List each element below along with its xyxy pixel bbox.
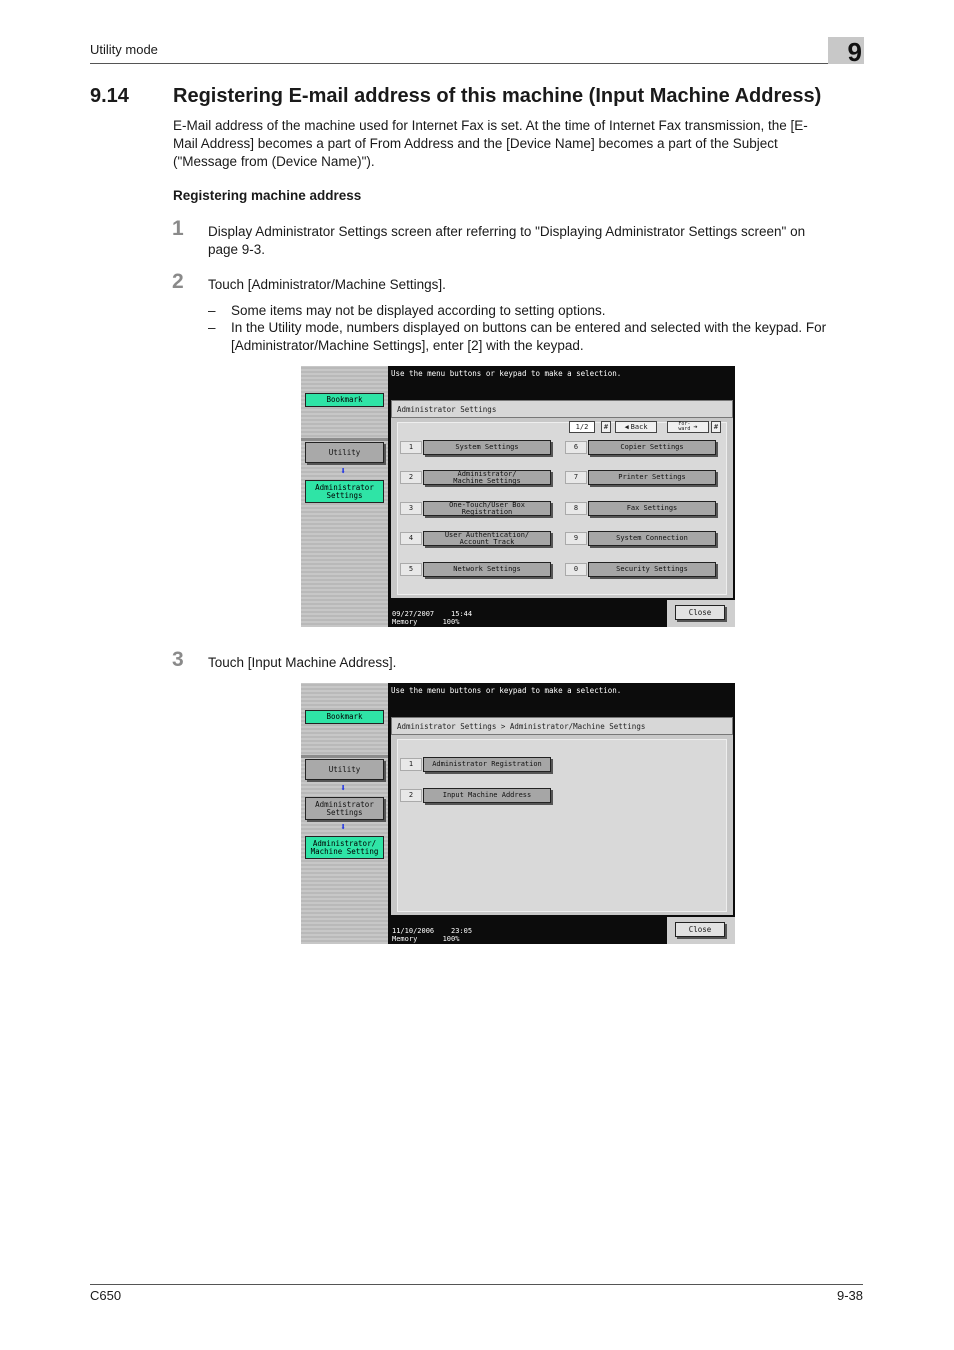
left-panel-divider <box>301 755 388 758</box>
footer-rule <box>90 1284 863 1285</box>
status-bar <box>391 600 671 627</box>
item-number: 6 <box>565 441 587 454</box>
step-line: Touch [Input Machine Address]. <box>208 655 397 670</box>
button-line: One-Touch/User Box <box>449 501 525 509</box>
footer-model: C650 <box>90 1288 122 1303</box>
item-number: 4 <box>400 532 422 545</box>
forward-label-line: ward <box>678 426 691 432</box>
subheading: Registering machine address <box>173 188 362 203</box>
button-line: User Authentication/ <box>444 531 530 539</box>
button-line: Administrator/ <box>457 470 517 478</box>
administrator-registration-button[interactable] <box>423 757 551 772</box>
button-label: Input Machine Address <box>442 791 532 800</box>
item-number: 5 <box>400 563 422 576</box>
button-label: System Settings <box>455 443 519 452</box>
left-panel-divider <box>301 438 388 441</box>
title-bar-text: Administrator Settings > Administrator/Machine Settings <box>397 722 646 731</box>
administrator-machine-setting-button[interactable] <box>305 836 384 859</box>
forward-arrow-icon: ➔ <box>693 423 698 431</box>
bullet-line: Some items may not be displayed according to setting options. <box>231 303 606 318</box>
memory-value: 100% <box>442 935 460 943</box>
section-title: Registering E-mail address of this machine (Input Machine Address) <box>173 85 822 107</box>
utility-button[interactable]: Utility <box>305 442 384 463</box>
title-bar <box>391 717 733 735</box>
item-number: 0 <box>565 563 587 576</box>
intro-paragraph <box>173 117 863 171</box>
step-number: 1 <box>172 217 184 240</box>
footer-page-number: 9-38 <box>836 1288 863 1303</box>
copier-settings-button[interactable] <box>588 440 716 455</box>
system-connection-button[interactable] <box>588 531 716 546</box>
step-line: Touch [Administrator/Machine Settings]. <box>208 277 446 292</box>
intro-line: Mail Address] becomes a part of From Address and the [Device Name] becomes a part of the Subject <box>173 136 778 151</box>
network-settings-button[interactable] <box>423 562 551 577</box>
running-header: Utility mode <box>90 42 158 57</box>
button-label: Security Settings <box>616 565 688 574</box>
bullet-item <box>208 302 863 320</box>
back-button[interactable] <box>615 421 657 433</box>
bullet-line: [Administrator/Machine Settings], enter [2] with the keypad. <box>231 338 584 353</box>
button-line: Registration <box>461 507 513 516</box>
status-date: 11/10/2006 <box>392 927 435 935</box>
close-button[interactable]: Close <box>675 605 725 620</box>
button-line: Machine Setting <box>310 846 379 856</box>
bullet-dash: – <box>208 303 216 318</box>
button-label: Network Settings <box>453 565 521 574</box>
button-label: System Connection <box>616 534 688 543</box>
printer-settings-button[interactable] <box>588 470 716 485</box>
step-text <box>208 276 863 294</box>
button-line: Settings <box>326 807 363 817</box>
step-line: page 9-3. <box>208 242 266 257</box>
screenshot-admin-machine-settings <box>301 683 735 944</box>
button-line: Administrator/ <box>312 838 377 848</box>
administrator-machine-settings-button[interactable] <box>423 470 551 485</box>
item-number: 2 <box>400 789 422 802</box>
step-text <box>208 654 863 672</box>
bullet-item <box>208 319 863 355</box>
input-machine-address-button[interactable] <box>423 788 551 803</box>
title-bar-text: Administrator Settings <box>397 405 497 414</box>
intro-line: E-Mail address of the machine used for Internet Fax is set. At the time of Internet Fax transmission, the [E- <box>173 118 808 133</box>
instruction-message: Use the menu buttons or keypad to make a selection. <box>391 369 622 378</box>
item-number: 9 <box>565 532 587 545</box>
button-line: Administrator <box>315 482 374 492</box>
down-arrow-icon: ⬇ <box>339 822 347 833</box>
header-rule <box>90 63 863 64</box>
button-line: Machine Settings <box>453 476 521 485</box>
administrator-settings-button[interactable] <box>305 797 384 820</box>
back-arrow-icon: ◀ <box>624 423 629 431</box>
user-authentication-button[interactable] <box>423 531 551 546</box>
utility-button[interactable]: Utility <box>305 759 384 780</box>
forward-label-line: For- <box>678 421 691 427</box>
intro-line: ("Message from (Device Name)"). <box>173 154 375 169</box>
button-line: Account Track <box>459 537 515 546</box>
hash-key[interactable]: # <box>601 421 611 433</box>
button-label: Printer Settings <box>618 473 686 482</box>
item-number: 2 <box>400 471 422 484</box>
section-number: 9.14 <box>90 85 129 107</box>
bullet-line: In the Utility mode, numbers displayed on buttons can be entered and selected with the keypad. For <box>231 320 827 335</box>
back-label: Back <box>630 423 648 431</box>
item-number: 1 <box>400 441 422 454</box>
memory-value: 100% <box>442 618 460 626</box>
system-settings-button[interactable] <box>423 440 551 455</box>
memory-label: Memory <box>392 935 418 943</box>
down-arrow-icon: ⬇ <box>339 783 347 794</box>
status-bar <box>391 917 671 944</box>
bullet-dash: – <box>208 320 216 335</box>
item-number: 3 <box>400 502 422 515</box>
item-number: 8 <box>565 502 587 515</box>
status-time: 23:05 <box>451 927 473 935</box>
title-bar <box>391 400 733 418</box>
chapter-tab <box>828 37 864 67</box>
fax-settings-button[interactable] <box>588 501 716 516</box>
security-settings-button[interactable] <box>588 562 716 577</box>
administrator-settings-button[interactable] <box>305 480 384 503</box>
status-time: 15:44 <box>451 610 473 618</box>
step-line: Display Administrator Settings screen after referring to "Displaying Administrator Settings screen" on <box>208 224 806 239</box>
screenshot-admin-settings <box>301 366 735 627</box>
forward-button[interactable] <box>667 421 709 433</box>
chapter-number: 9 <box>847 37 862 67</box>
down-arrow-icon: ⬇ <box>339 466 347 477</box>
button-line: Administrator <box>315 799 374 809</box>
button-line: Settings <box>326 490 363 500</box>
button-label: Fax Settings <box>626 504 678 513</box>
page-indicator: 1/2 <box>569 421 595 433</box>
item-number: 7 <box>565 471 587 484</box>
button-label: Copier Settings <box>620 443 684 452</box>
step-number: 3 <box>172 648 184 671</box>
one-touch-user-box-button[interactable] <box>423 501 551 516</box>
status-date: 09/27/2007 <box>392 610 435 618</box>
button-label: Administrator Registration <box>432 760 542 769</box>
hash-key[interactable]: # <box>711 421 721 433</box>
memory-label: Memory <box>392 618 418 626</box>
item-number: 1 <box>400 758 422 771</box>
bookmark-button[interactable]: Bookmark <box>305 393 384 407</box>
bookmark-button[interactable]: Bookmark <box>305 710 384 724</box>
close-button[interactable]: Close <box>675 922 725 937</box>
instruction-message: Use the menu buttons or keypad to make a selection. <box>391 686 622 695</box>
step-text <box>208 223 863 259</box>
step-number: 2 <box>172 270 184 293</box>
